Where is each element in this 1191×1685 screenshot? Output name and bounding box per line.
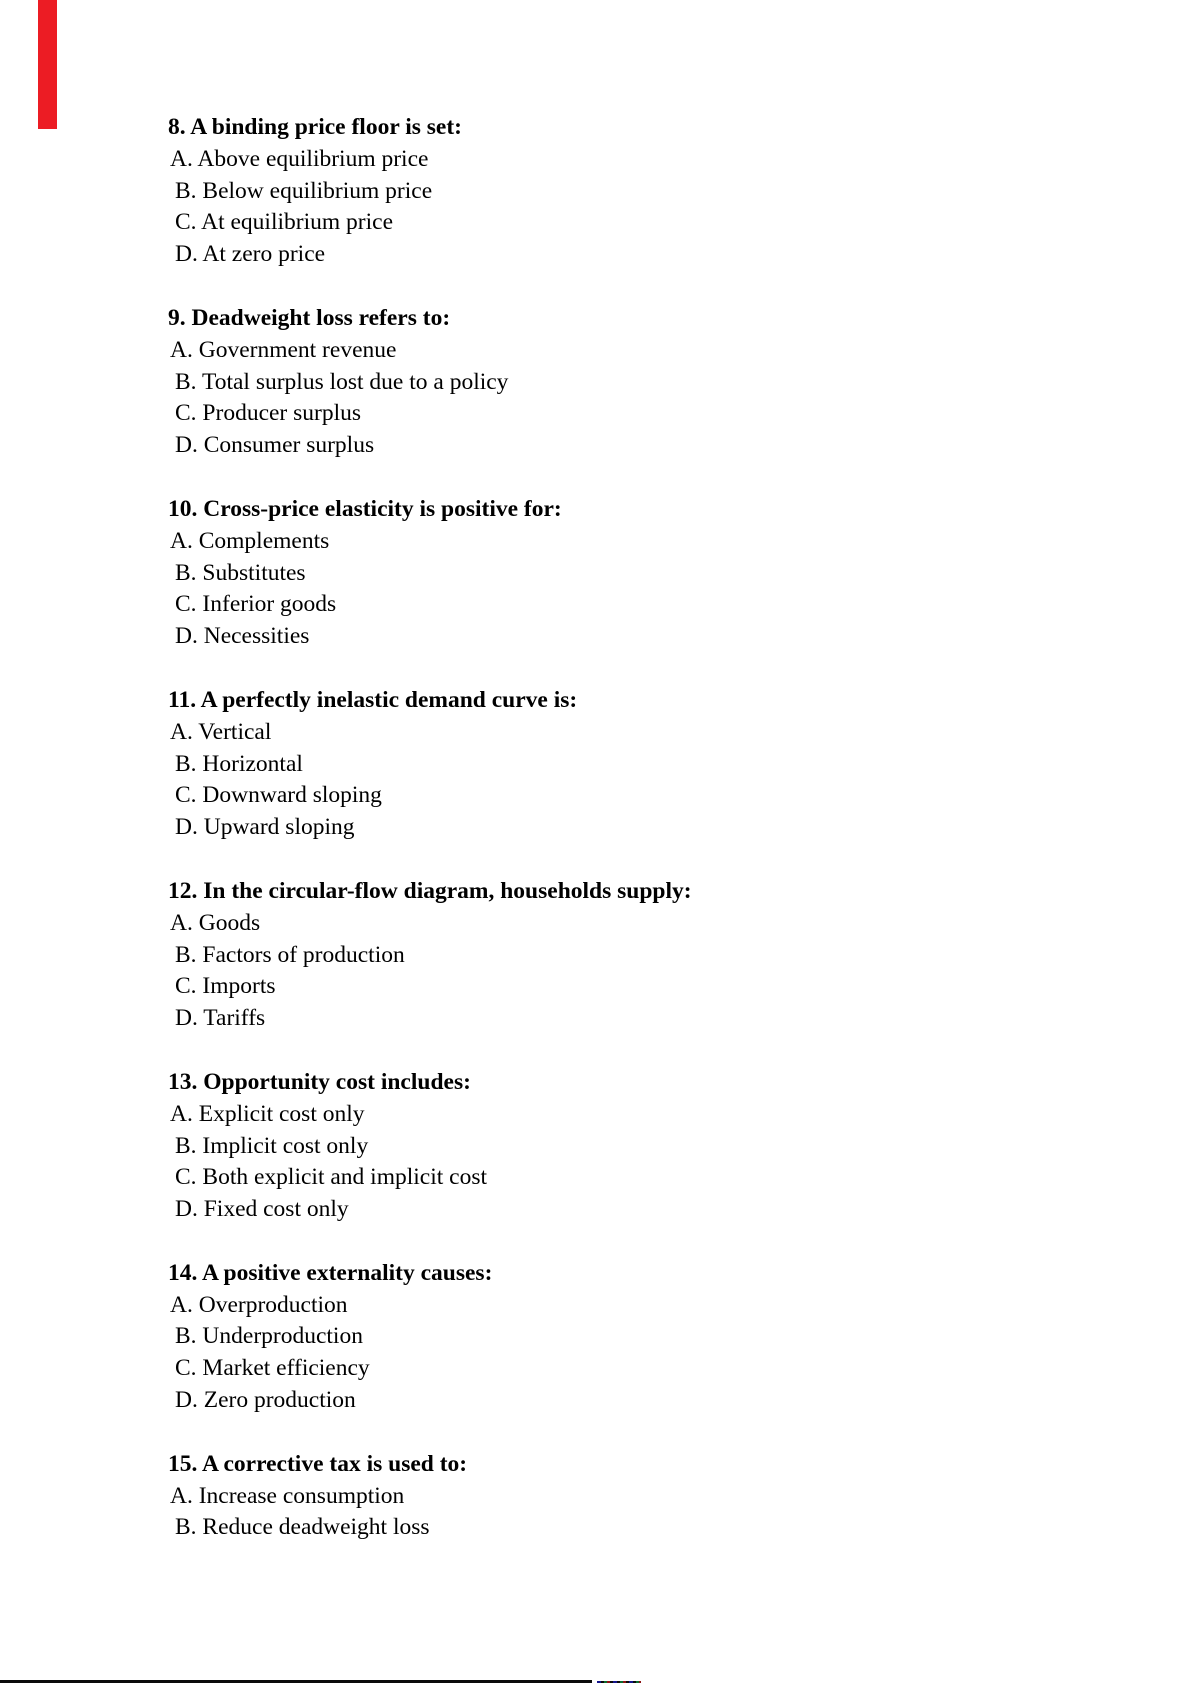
option-line: C. Producer surplus	[175, 400, 362, 427]
option-line: D. Consumer surplus	[175, 432, 375, 459]
option-line: C. Imports	[175, 973, 276, 1000]
red-marker	[38, 0, 57, 129]
option-line: A. Government revenue	[170, 336, 397, 363]
option-line: B. Below equilibrium price	[175, 177, 433, 204]
question-heading: 10. Cross-price elasticity is positive for:	[168, 495, 562, 522]
option-line: C. At equilibrium price	[175, 209, 393, 236]
option-line: B. Implicit cost only	[175, 1132, 369, 1159]
question-block-9	[168, 303, 1068, 462]
question-block-14	[168, 1258, 1068, 1417]
question-block-8	[168, 112, 1068, 271]
option-line: B. Total surplus lost due to a policy	[175, 368, 509, 395]
option-line: A. Increase consumption	[170, 1482, 405, 1509]
option-line: C. Both explicit and implicit cost	[175, 1164, 487, 1191]
option-line: A. Goods	[170, 909, 261, 936]
option-line: D. Necessities	[175, 623, 310, 650]
question-heading: 8. A binding price floor is set:	[168, 114, 462, 140]
option-line: B. Horizontal	[175, 750, 303, 777]
question-block-10	[168, 494, 1068, 653]
option-line: D. Tariffs	[175, 1005, 266, 1032]
option-line: B. Substitutes	[175, 559, 306, 586]
question-heading: 9. Deadweight loss refers to:	[168, 304, 451, 331]
option-line: D. Fixed cost only	[175, 1196, 349, 1223]
question-heading: 11. A perfectly inelastic demand curve is:	[168, 686, 578, 713]
option-line: A. Above equilibrium price	[170, 145, 429, 172]
question-block-11	[168, 685, 1068, 844]
option-line: C. Downward sloping	[175, 782, 382, 809]
question-heading: 13. Opportunity cost includes:	[168, 1068, 471, 1095]
option-line: C. Inferior goods	[175, 591, 337, 618]
question-block-15	[168, 1449, 1068, 1544]
question-block-13	[168, 1067, 1068, 1226]
question-block-12	[168, 876, 1068, 1035]
option-line: D. Upward sloping	[175, 814, 355, 841]
option-line: B. Reduce deadweight loss	[175, 1514, 430, 1541]
quiz-content	[168, 112, 1068, 1576]
option-line: D. At zero price	[175, 241, 326, 268]
page-bottom-rule	[0, 1680, 592, 1683]
question-heading: 15. A corrective tax is used to:	[168, 1450, 468, 1477]
option-line: A. Complements	[170, 527, 330, 554]
option-line: A. Overproduction	[170, 1291, 348, 1318]
option-line: C. Market efficiency	[175, 1355, 370, 1382]
option-line: A. Explicit cost only	[170, 1100, 365, 1127]
question-heading: 14. A positive externality causes:	[168, 1259, 493, 1286]
page-bottom-rule-accent	[597, 1681, 641, 1683]
option-line: B. Underproduction	[175, 1323, 363, 1350]
question-heading: 12. In the circular-flow diagram, households supply:	[168, 877, 692, 904]
option-line: D. Zero production	[175, 1387, 356, 1414]
option-line: A. Vertical	[170, 718, 272, 745]
option-line: B. Factors of production	[175, 941, 405, 968]
